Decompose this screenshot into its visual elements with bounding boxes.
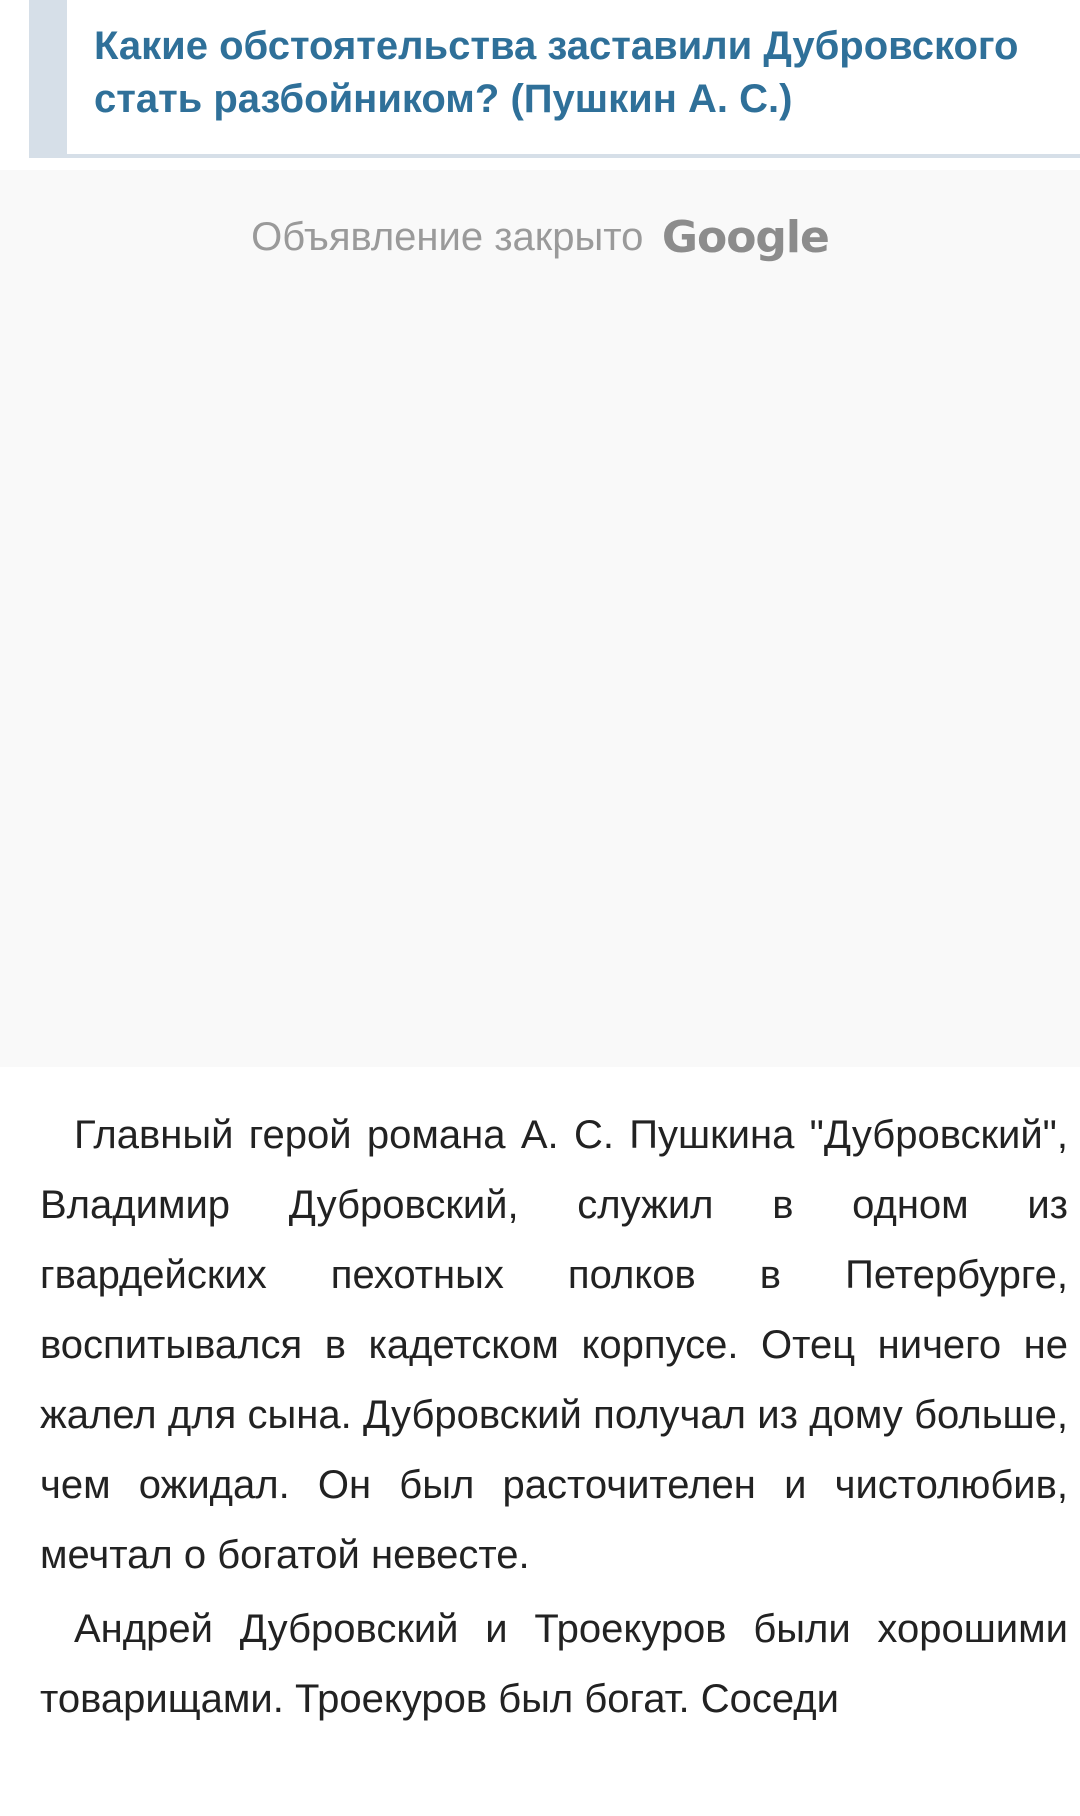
ad-closed-notice: [0, 212, 1080, 263]
article-title: Какие обстоятельства заставили Дубровского стать разбойником? (Пушкин А. С.): [94, 24, 1019, 121]
google-logo-icon: Google: [661, 212, 829, 263]
ad-closed-text: Объявление закрыто: [251, 215, 644, 259]
article-paragraph: Главный герой романа А. С. Пушкина "Дубровский", Владимир Дубровский, служил в одном из гвардейских пехотных полков в Петербурге, воспитывался в кадетском корпусе. Отец ничего не жалел для сына. Дубровский получал из дому больше, чем ожидал. Он был расточителен и чистолюбив, мечтал о богатой невесте.: [40, 1113, 1068, 1577]
ad-placeholder: [0, 170, 1080, 1067]
article-paragraph: Андрей Дубровский и Троекуров были хорошими товарищами. Троекуров был богат. Соседи: [40, 1607, 1068, 1721]
article-body: [40, 1100, 1068, 1738]
article-title-block: [29, 0, 1080, 158]
